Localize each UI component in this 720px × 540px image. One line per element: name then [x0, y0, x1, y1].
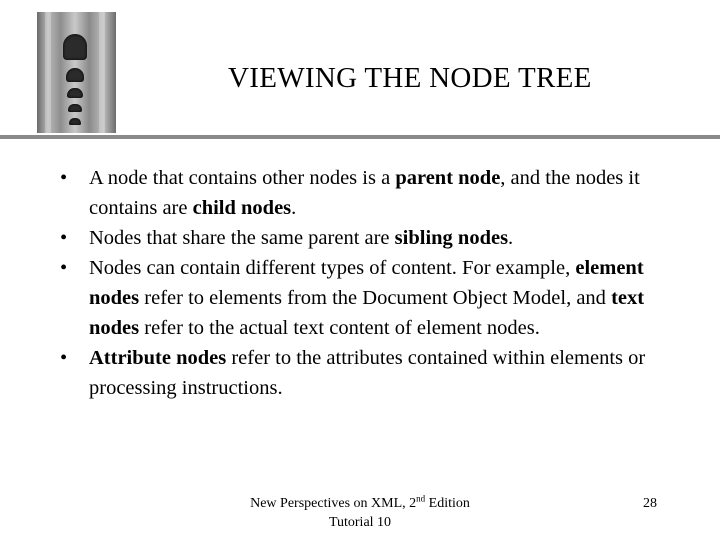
- bullet-text: .: [508, 227, 514, 249]
- bold-term: sibling nodes: [394, 227, 509, 249]
- footer-text: New Perspectives on XML, 2: [250, 496, 417, 511]
- bullet-item: [60, 253, 680, 343]
- bold-term: child nodes: [192, 197, 292, 219]
- bullet-item: [60, 343, 680, 403]
- bullet-text: refer to the actual text content of element nodes.: [139, 317, 540, 339]
- architecture-photo-icon: [37, 12, 116, 133]
- bold-term: element nodes: [89, 257, 644, 309]
- arch-shape: [63, 34, 87, 60]
- bullet-text: refer to elements from the Document Object Model, and: [139, 287, 612, 309]
- bullet-text: .: [291, 197, 297, 219]
- column-shape: [45, 12, 51, 133]
- bullet-list: [60, 163, 680, 403]
- footer-line-2: Tutorial 10: [328, 515, 392, 530]
- footer-superscript: nd: [416, 493, 426, 504]
- bullet-icon: •: [60, 167, 68, 189]
- slide-title: VIEWING THE NODE TREE: [228, 62, 592, 94]
- bullet-icon: •: [60, 257, 68, 279]
- arch-shape: [67, 88, 83, 98]
- footer-text: Edition: [425, 496, 470, 511]
- arch-shape: [66, 68, 84, 82]
- bold-term: text nodes: [89, 287, 645, 339]
- bold-term: Attribute nodes: [89, 347, 227, 369]
- footer-line-1: [200, 494, 520, 513]
- bullet-item: [60, 223, 680, 253]
- page-number: 28: [643, 496, 657, 511]
- bullet-icon: •: [60, 227, 68, 249]
- bullet-text: , and the nodes it contains are: [89, 167, 640, 219]
- bold-term: parent node: [395, 167, 501, 189]
- bullet-text: A node that contains other nodes is a: [89, 167, 396, 189]
- bullet-text: refer to the attributes contained within elements or processing instructions.: [89, 347, 646, 399]
- bullet-item: [60, 163, 680, 223]
- arch-shape: [68, 104, 82, 112]
- bullet-icon: •: [60, 347, 68, 369]
- column-shape: [99, 12, 105, 133]
- arch-shape: [69, 118, 81, 125]
- bullet-text: Nodes can contain different types of content. For example,: [89, 257, 576, 279]
- title-divider: [0, 135, 720, 139]
- footer: [200, 494, 520, 532]
- bullet-text: Nodes that share the same parent are: [89, 227, 395, 249]
